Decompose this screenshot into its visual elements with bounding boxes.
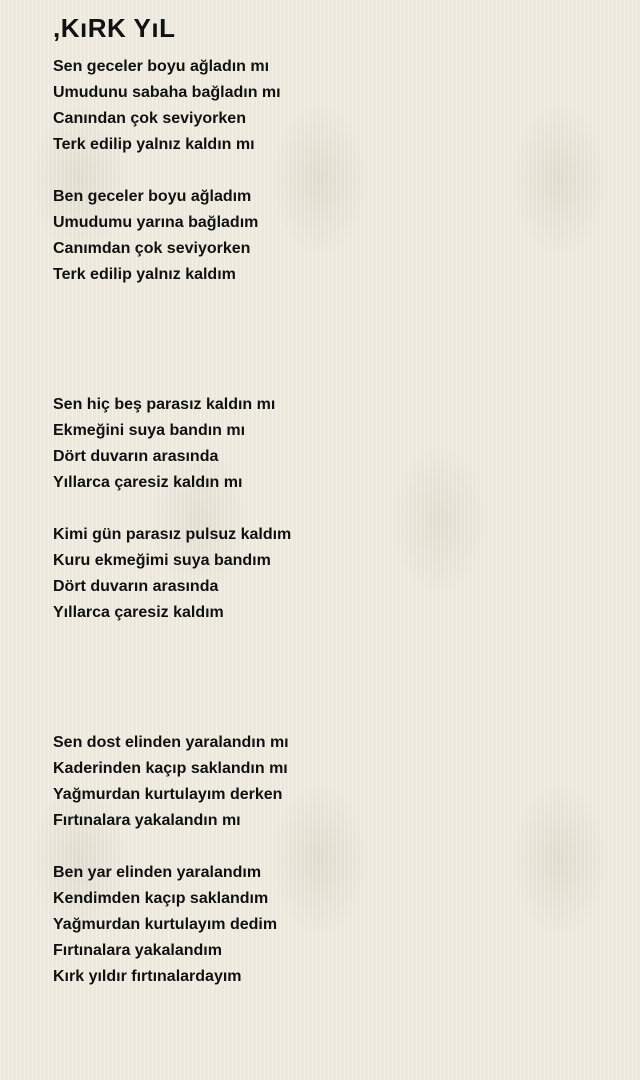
poem-line: Sen dost elinden yaralandın mı bbox=[53, 734, 289, 751]
stanza-2 bbox=[53, 184, 613, 288]
poem-line: Sen hiç beş parasız kaldın mı bbox=[53, 396, 276, 413]
poem-line: Ben geceler boyu ağladım bbox=[53, 188, 252, 205]
poem-line: Yıllarca çaresiz kaldım bbox=[53, 604, 224, 621]
poem-line: Fırtınalara yakalandın mı bbox=[53, 812, 241, 829]
poem-line: Dört duvarın arasında bbox=[53, 448, 219, 465]
poem-line: Dört duvarın arasında bbox=[53, 578, 219, 595]
stanza-3 bbox=[53, 392, 613, 496]
stanza-6 bbox=[53, 860, 613, 990]
stanza-5 bbox=[53, 730, 613, 834]
poem-title: ,KıRK YıL bbox=[53, 13, 176, 43]
stanza-spacer bbox=[53, 158, 613, 184]
section-spacer bbox=[53, 288, 613, 392]
stanza-4 bbox=[53, 522, 613, 626]
stanza-spacer bbox=[53, 834, 613, 860]
poem-line: Canımdan çok seviyorken bbox=[53, 240, 251, 257]
poem bbox=[53, 12, 613, 990]
poem-line: Kimi gün parasız pulsuz kaldım bbox=[53, 526, 292, 543]
poem-line: Yağmurdan kurtulayım derken bbox=[53, 786, 283, 803]
poem-line: Kuru ekmeğimi suya bandım bbox=[53, 552, 271, 569]
poem-line: Yıllarca çaresiz kaldın mı bbox=[53, 474, 243, 491]
poem-line: Terk edilip yalnız kaldın mı bbox=[53, 136, 255, 153]
poem-line: Fırtınalara yakalandım bbox=[53, 942, 222, 959]
poem-line: Ekmeğini suya bandın mı bbox=[53, 422, 246, 439]
poem-line: Kaderinden kaçıp saklandın mı bbox=[53, 760, 288, 777]
poem-line: Yağmurdan kurtulayım dedim bbox=[53, 916, 278, 933]
poem-line: Umudumu yarına bağladım bbox=[53, 214, 259, 231]
poem-line: Sen geceler boyu ağladın mı bbox=[53, 58, 270, 75]
section-spacer bbox=[53, 626, 613, 730]
stanza-1 bbox=[53, 54, 613, 158]
stanza-spacer bbox=[53, 496, 613, 522]
poem-line: Umudunu sabaha bağladın mı bbox=[53, 84, 281, 101]
poem-line: Terk edilip yalnız kaldım bbox=[53, 266, 236, 283]
poem-line: Canından çok seviyorken bbox=[53, 110, 246, 127]
poem-line: Ben yar elinden yaralandım bbox=[53, 864, 262, 881]
poem-line: Kendimden kaçıp saklandım bbox=[53, 890, 269, 907]
poem-line: Kırk yıldır fırtınalardayım bbox=[53, 968, 242, 985]
